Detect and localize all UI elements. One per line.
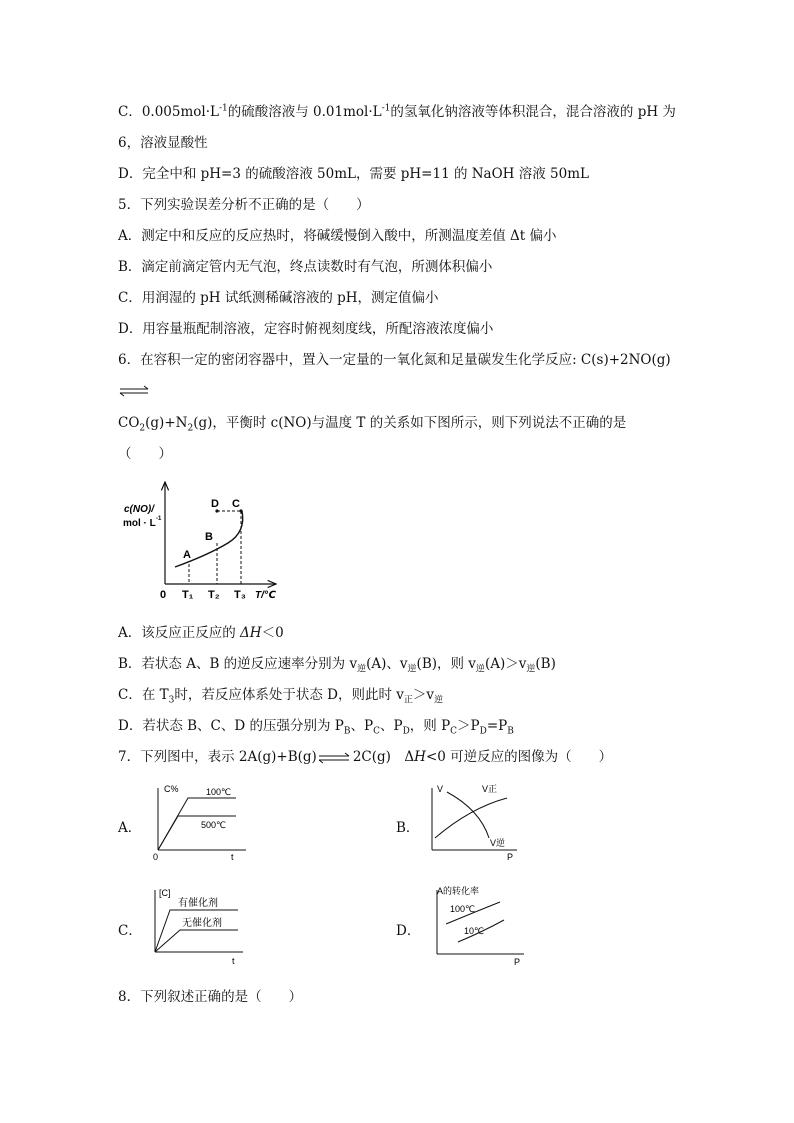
svg-text:P: P (514, 957, 521, 967)
q6-option-a: A．该反应正反应的 ΔH＜0 (118, 625, 284, 641)
svg-text:A的转化率: A的转化率 (437, 886, 480, 896)
svg-text:100℃: 100℃ (450, 904, 476, 914)
svg-text:500℃: 500℃ (201, 820, 227, 830)
q7-option-d-label: D． (396, 923, 421, 939)
svg-text:无催化剂: 无催化剂 (182, 918, 222, 929)
svg-text:t: t (231, 852, 234, 862)
q7-option-c-label: C． (118, 923, 142, 939)
tick-t3: T₃ (234, 589, 246, 601)
svg-text:0: 0 (153, 852, 159, 862)
svg-text:t: t (232, 956, 235, 966)
svg-text:V: V (437, 784, 444, 794)
point-c-label: C (232, 498, 240, 510)
svg-text:有催化剂: 有催化剂 (178, 898, 218, 909)
svg-text:C%: C% (164, 784, 179, 794)
y-axis-label: c(NO)/ (124, 504, 154, 515)
point-d-label: D (211, 498, 219, 510)
svg-text:P: P (507, 852, 514, 862)
svg-text:10℃: 10℃ (464, 926, 485, 936)
svg-text:mol · L: mol · L (123, 518, 156, 529)
svg-text:100℃: 100℃ (206, 787, 232, 797)
q6-option-c: C．在 $T_3$时，若反应体系处于状态 D，则此时 $v_正>v_逆$ (118, 687, 444, 706)
tick-t1: T₁ (182, 589, 194, 601)
q6-cno-temperature-graph (118, 480, 288, 606)
reversible-arrow-icon (317, 752, 353, 764)
point-b-label: B (205, 531, 213, 543)
option-c-line-2: 6，溶液显酸性 (118, 135, 208, 151)
q7-graph-a (148, 780, 253, 865)
q5-option-b: B．滴定前滴定管内无气泡，终点读数时有气泡，所测体积偏小 (118, 259, 493, 275)
q7-graph-b (425, 780, 525, 865)
q7-graph-c (148, 884, 253, 969)
q7-graph-d (430, 884, 530, 969)
svg-text:-1: -1 (156, 516, 162, 522)
question-6-line-2: $CO_2(g)+N_2(g)$，平衡时 c(NO)与温度 T 的关系如下图所示，则下列说法不正确的是 (118, 415, 627, 434)
q6-option-b: B．若状态 A、B 的逆反应速率分别为 $v_逆(A)$、$v_逆(B)$，则 $v_逆(A)>v_逆(B)$ (118, 656, 556, 675)
q6-option-d: D．若状态 B、C、D 的压强分别为 $P_B$、$P_C$、$P_D$，则 $P_C>P_D=P_B$ (118, 718, 514, 737)
origin-label: 0 (160, 589, 167, 601)
q7-option-b-label: B． (396, 820, 420, 836)
x-axis-label: T/℃ (255, 590, 276, 601)
q7-option-a-label: A． (118, 820, 142, 836)
q5-option-d: D．用容量瓶配制溶液，定容时俯视刻度线，所配溶液浓度偏小 (118, 321, 494, 337)
question-6-line-3: （ ） (118, 446, 172, 462)
option-c-line-1: C．$0.005mol\cdot L^{-1}$的硫酸溶液与 $0.01mol\cdot L^{-1}$的氢氧化钠溶液等体积混合，混合溶液的 pH 为 (118, 103, 676, 120)
point-a-label: A (183, 549, 191, 561)
svg-text:V正: V正 (482, 784, 498, 794)
svg-text:V逆: V逆 (490, 838, 506, 848)
q5-option-a: A．测定中和反应的反应热时，将碱缓慢倒入酸中，所测温度差值 Δt 偏小 (118, 228, 557, 244)
question-6-line-1: 6．在容积一定的密闭容器中，置入一定量的一氧化氮和足量碳发生化学反应: C(s)+2NO(g) (118, 352, 671, 368)
question-7: 7．下列图中，表示 2A(g)+B(g) 2C(g) ΔH<0 可逆反应的图像为（ ） (118, 749, 613, 765)
question-8: 8．下列叙述正确的是（ ） (118, 989, 303, 1005)
tick-t2: T₂ (208, 589, 220, 601)
question-5: 5．下列实验误差分析不正确的是（ ） (118, 197, 370, 213)
svg-text:[C]: [C] (159, 888, 171, 898)
q5-option-c: C．用润湿的 pH 试纸测稀碱溶液的 pH，测定值偏小 (118, 290, 439, 306)
option-d: D．完全中和 pH=3 的硫酸溶液 50mL，需要 pH=11 的 NaOH 溶液 50mL (118, 166, 589, 182)
reversible-arrow-icon (118, 384, 152, 398)
